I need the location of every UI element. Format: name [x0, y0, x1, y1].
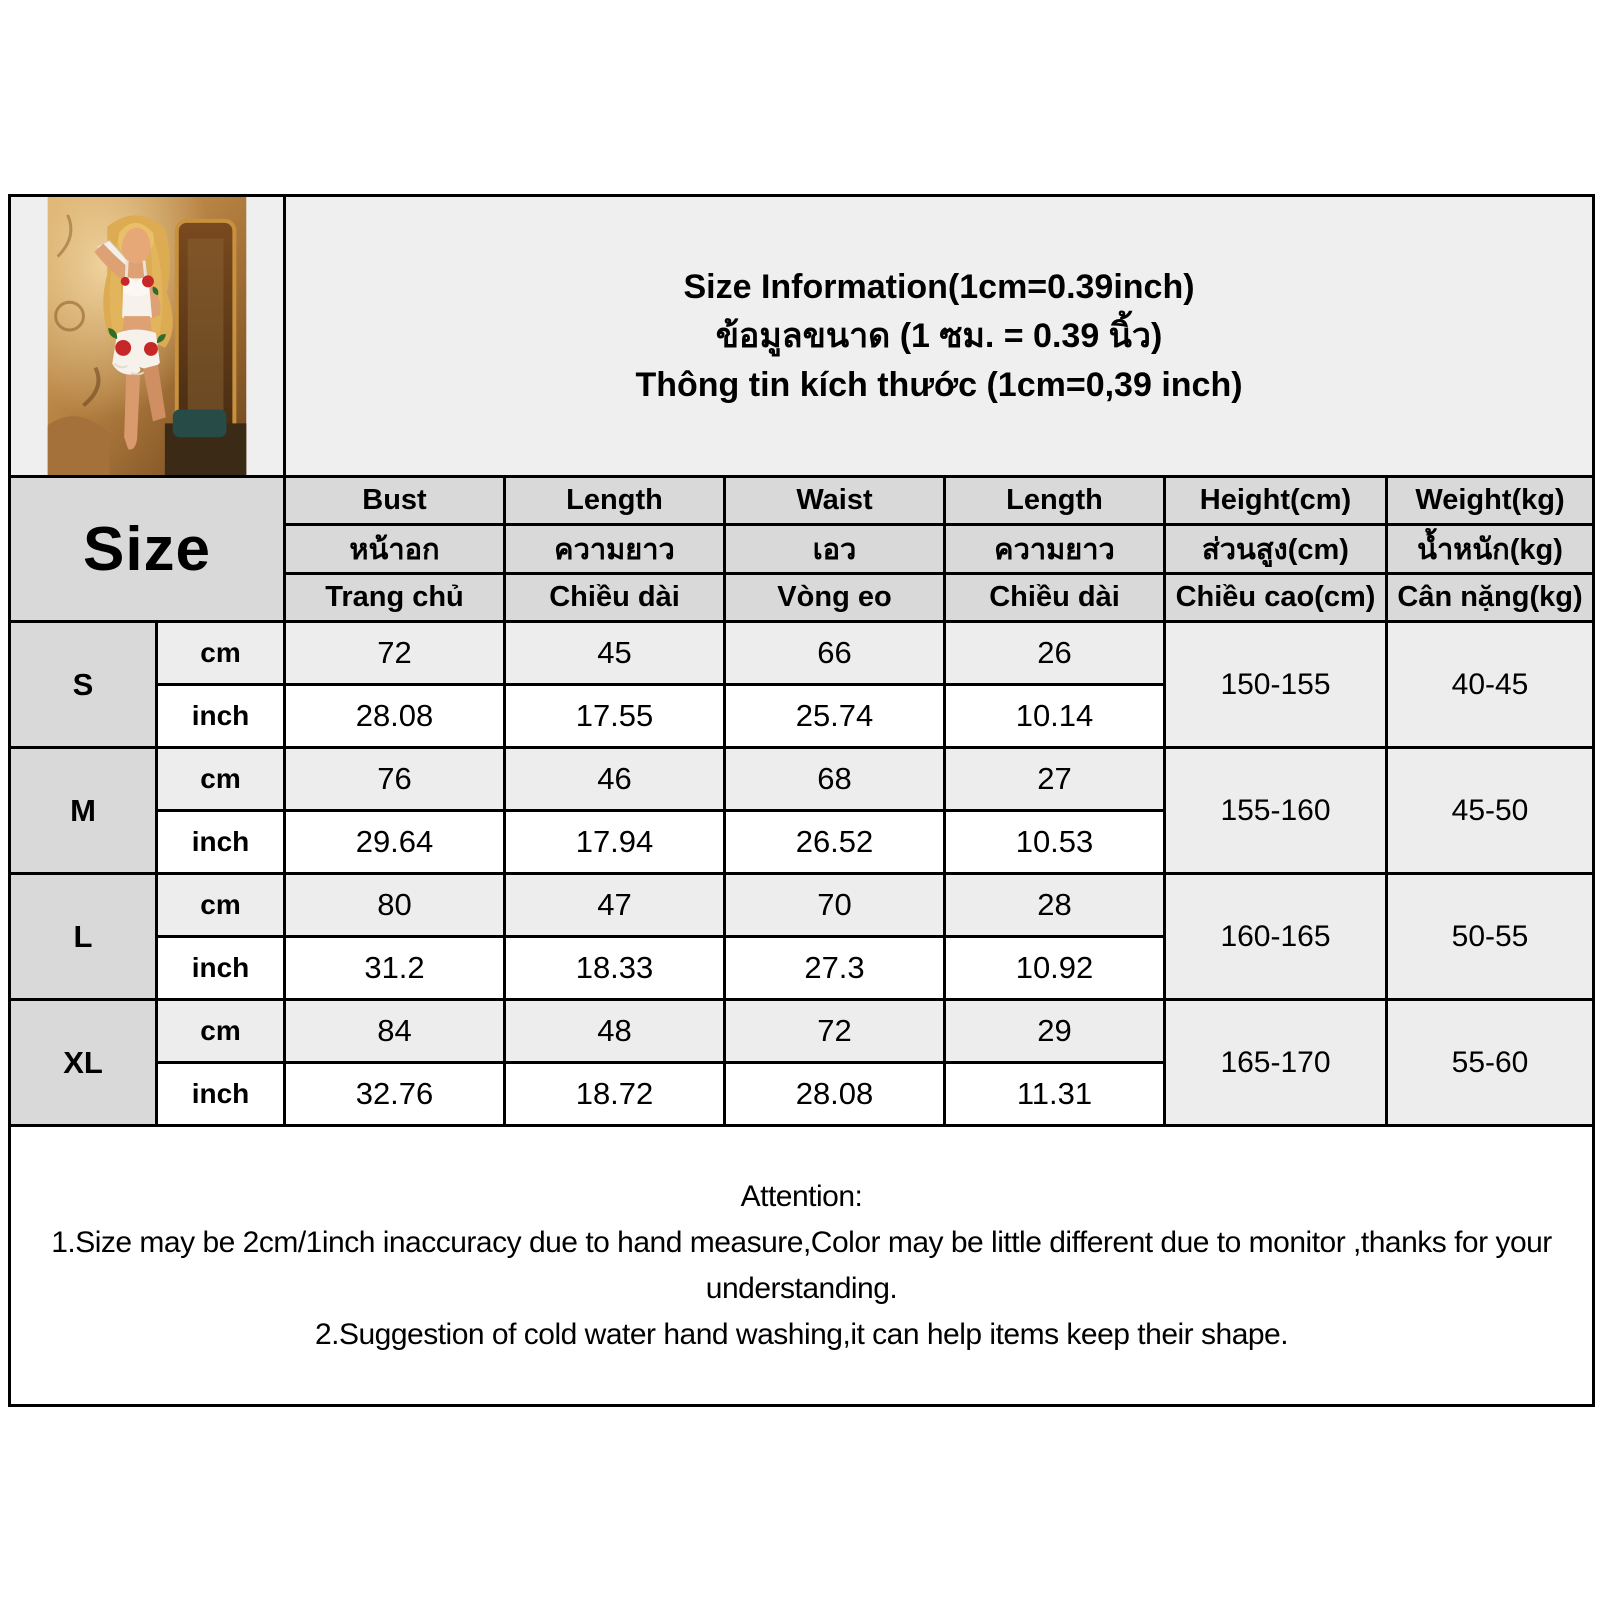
table-row-l-cm — [10, 874, 1594, 937]
title-vi: Thông tin kích thước (1cm=0,39 inch) — [635, 365, 1243, 404]
value-cell: 18.72 — [505, 1063, 725, 1126]
table-row-xl-cm — [10, 1000, 1594, 1063]
table-row-m-cm — [10, 748, 1594, 811]
size-label-s: S — [10, 622, 157, 748]
title-en: Size Information(1cm=0.39inch) — [683, 267, 1195, 306]
top-row — [10, 196, 1594, 477]
header-length2-vi: Chiều dài — [945, 574, 1165, 622]
value-cell: 84 — [285, 1000, 505, 1063]
header-length-th: ความยาว — [505, 525, 725, 574]
unit-label-cm: cm — [157, 748, 285, 811]
header-waist-vi: Vòng eo — [725, 574, 945, 622]
header-weight-en: Weight(kg) — [1387, 477, 1594, 525]
header-weight-vi: Cân nặng(kg) — [1387, 574, 1594, 622]
header-bust-en: Bust — [285, 477, 505, 525]
header-height-vi: Chiều cao(cm) — [1165, 574, 1387, 622]
value-cell: 18.33 — [505, 937, 725, 1000]
value-cell: 27 — [945, 748, 1165, 811]
title-cell — [285, 196, 1594, 477]
header-waist-th: เอว — [725, 525, 945, 574]
attention-heading: Attention: — [740, 1179, 863, 1213]
value-cell: 25.74 — [725, 685, 945, 748]
header-height-th: ส่วนสูง(cm) — [1165, 525, 1387, 574]
header-height-en: Height(cm) — [1165, 477, 1387, 525]
weight-range-l: 50-55 — [1387, 874, 1594, 1000]
size-label-m: M — [10, 748, 157, 874]
value-cell: 76 — [285, 748, 505, 811]
size-label-l: L — [10, 874, 157, 1000]
height-range-s: 150-155 — [1165, 622, 1387, 748]
weight-range-m: 45-50 — [1387, 748, 1594, 874]
value-cell: 10.53 — [945, 811, 1165, 874]
value-cell: 45 — [505, 622, 725, 685]
value-cell: 28.08 — [725, 1063, 945, 1126]
value-cell: 48 — [505, 1000, 725, 1063]
header-length-en: Length — [505, 477, 725, 525]
value-cell: 26.52 — [725, 811, 945, 874]
height-range-m: 155-160 — [1165, 748, 1387, 874]
value-cell: 29.64 — [285, 811, 505, 874]
value-cell: 32.76 — [285, 1063, 505, 1126]
header-waist-en: Waist — [725, 477, 945, 525]
value-cell: 31.2 — [285, 937, 505, 1000]
size-table — [8, 194, 1595, 1407]
product-photo-cell — [10, 196, 285, 477]
size-label-xl: XL — [10, 1000, 157, 1126]
value-cell: 66 — [725, 622, 945, 685]
value-cell: 10.14 — [945, 685, 1165, 748]
height-range-l: 160-165 — [1165, 874, 1387, 1000]
unit-label-inch: inch — [157, 685, 285, 748]
value-cell: 17.55 — [505, 685, 725, 748]
value-cell: 11.31 — [945, 1063, 1165, 1126]
unit-label-inch: inch — [157, 811, 285, 874]
weight-range-xl: 55-60 — [1387, 1000, 1594, 1126]
value-cell: 27.3 — [725, 937, 945, 1000]
value-cell: 26 — [945, 622, 1165, 685]
unit-label-cm: cm — [157, 1000, 285, 1063]
header-row-en — [10, 477, 1594, 525]
value-cell: 72 — [285, 622, 505, 685]
height-range-xl: 165-170 — [1165, 1000, 1387, 1126]
value-cell: 10.92 — [945, 937, 1165, 1000]
unit-label-inch: inch — [157, 937, 285, 1000]
value-cell: 47 — [505, 874, 725, 937]
unit-label-cm: cm — [157, 874, 285, 937]
header-weight-th: น้ำหนัก(kg) — [1387, 525, 1594, 574]
value-cell: 17.94 — [505, 811, 725, 874]
value-cell: 28.08 — [285, 685, 505, 748]
header-bust-vi: Trang chủ — [285, 574, 505, 622]
attention-cell — [10, 1126, 1594, 1406]
value-cell: 80 — [285, 874, 505, 937]
attention-row — [10, 1126, 1594, 1406]
value-cell: 29 — [945, 1000, 1165, 1063]
value-cell: 70 — [725, 874, 945, 937]
header-bust-th: หน้าอก — [285, 525, 505, 574]
header-length2-en: Length — [945, 477, 1165, 525]
value-cell: 68 — [725, 748, 945, 811]
unit-label-cm: cm — [157, 622, 285, 685]
attention-note-1: 1.Size may be 2cm/1inch inaccuracy due to hand measure,Color may be little different due to monitor ,thanks for your understanding. — [51, 1225, 1552, 1305]
size-header-cell: Size — [10, 477, 285, 622]
value-cell: 46 — [505, 748, 725, 811]
header-length2-th: ความยาว — [945, 525, 1165, 574]
value-cell: 72 — [725, 1000, 945, 1063]
weight-range-s: 40-45 — [1387, 622, 1594, 748]
table-row-s-cm — [10, 622, 1594, 685]
product-photo — [47, 197, 247, 475]
unit-label-inch: inch — [157, 1063, 285, 1126]
value-cell: 28 — [945, 874, 1165, 937]
title-th: ข้อมูลขนาด (1 ซม. = 0.39 นิ้ว) — [715, 316, 1163, 355]
attention-note-2: 2.Suggestion of cold water hand washing,it can help items keep their shape. — [314, 1317, 1289, 1351]
model-photo-illustration — [47, 197, 247, 475]
header-length-vi: Chiều dài — [505, 574, 725, 622]
